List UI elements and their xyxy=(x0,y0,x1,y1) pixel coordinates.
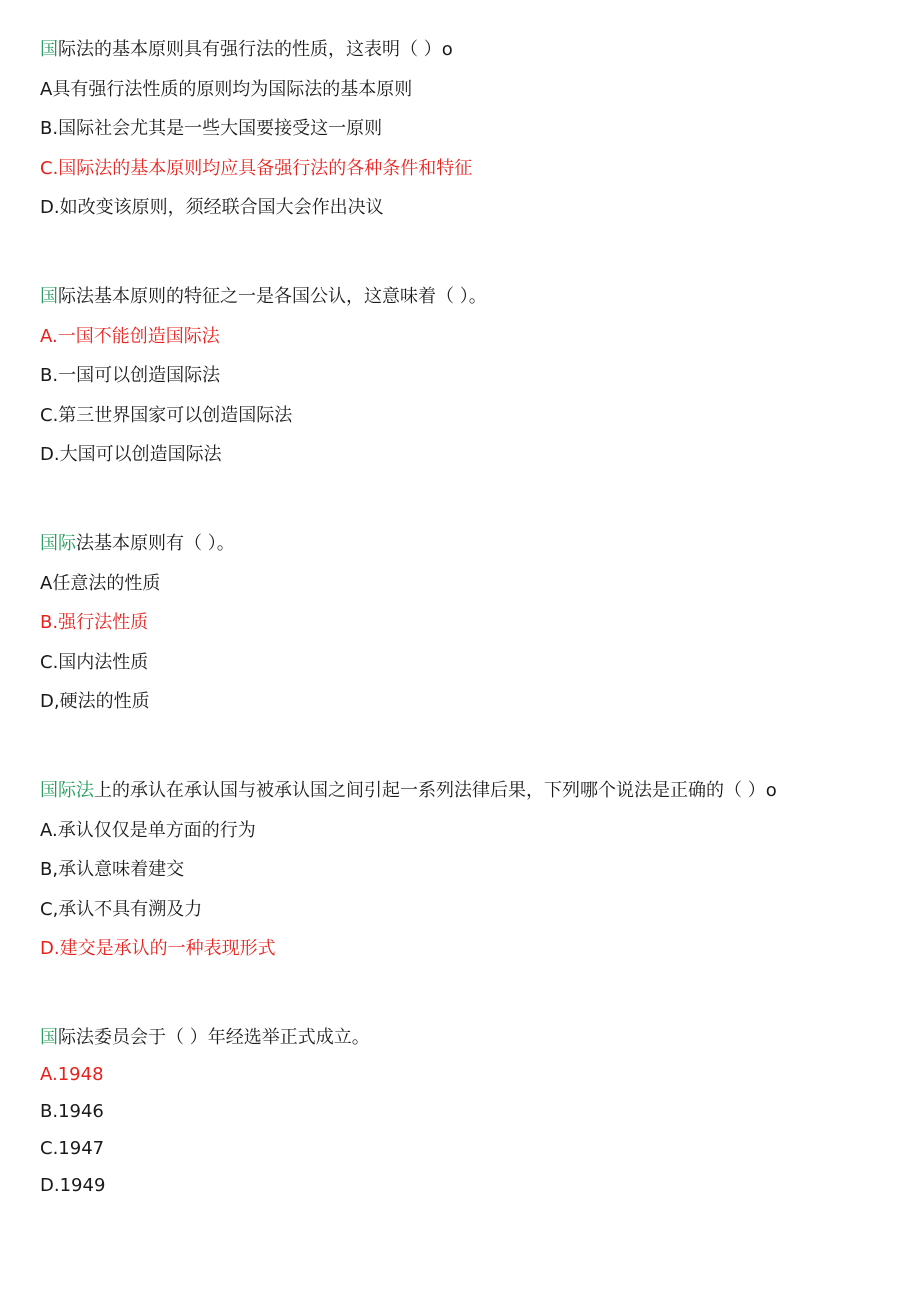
stem-text: 际法的基本原则具有强行法的性质，这表明（ ）o xyxy=(58,39,453,60)
stem-text: 上的承认在承认国与被承认国之间引起一系列法律后果，下列哪个说法是正确的（ ）o xyxy=(94,780,777,801)
question-1 xyxy=(40,39,900,219)
option-c: C.国内法性质 xyxy=(40,651,149,673)
option-b-correct: B.强行法性质 xyxy=(40,612,149,633)
stem-highlight: 国 xyxy=(40,286,58,307)
stem-highlight: 国际 xyxy=(40,533,76,554)
option-c-correct: C.国际法的基本原则均应具备强行法的各种条件和特征 xyxy=(40,157,473,179)
option-a: A任意法的性质 xyxy=(40,572,161,594)
option-b: B.一国可以创造国际法 xyxy=(40,365,221,386)
stem-highlight: 国 xyxy=(40,1027,58,1048)
question-stem xyxy=(40,286,900,308)
question-4 xyxy=(40,780,900,960)
option-b: B.国际社会尤其是一些大国要接受这一原则 xyxy=(40,118,383,139)
stem-text: 际法委员会于（ ）年经选举正式成立。 xyxy=(58,1027,370,1048)
stem-highlight: 国 xyxy=(40,39,58,60)
question-stem xyxy=(40,1027,900,1049)
question-2 xyxy=(40,286,900,466)
stem-highlight: 国际法 xyxy=(40,780,94,801)
question-5 xyxy=(40,1027,900,1197)
option-b: B.1946 xyxy=(40,1101,104,1122)
question-stem xyxy=(40,533,900,555)
question-3 xyxy=(40,533,900,713)
option-d: D.1949 xyxy=(40,1175,106,1196)
stem-text: 法基本原则有（ ）。 xyxy=(76,533,235,554)
option-a: A.承认仅仅是单方面的行为 xyxy=(40,819,256,841)
option-d-correct: D.建交是承认的一种表现形式 xyxy=(40,938,276,959)
option-a-correct: A.一国不能创造国际法 xyxy=(40,325,220,347)
option-c: C.第三世界国家可以创造国际法 xyxy=(40,404,293,426)
option-c: C,承认不具有溯及力 xyxy=(40,898,203,920)
stem-text: 际法基本原则的特征之一是各国公认，这意味着（ ）。 xyxy=(58,286,487,307)
option-a-correct: A.1948 xyxy=(40,1064,104,1085)
question-stem xyxy=(40,780,900,802)
option-b: B,承认意味着建交 xyxy=(40,859,185,880)
option-c: C.1947 xyxy=(40,1138,105,1159)
option-d: D.如改变该原则，须经联合国大会作出决议 xyxy=(40,197,384,218)
option-a: A具有强行法性质的原则均为国际法的基本原则 xyxy=(40,78,413,100)
question-stem xyxy=(40,39,900,61)
option-d: D,硬法的性质 xyxy=(40,691,150,712)
option-d: D.大国可以创造国际法 xyxy=(40,444,222,465)
